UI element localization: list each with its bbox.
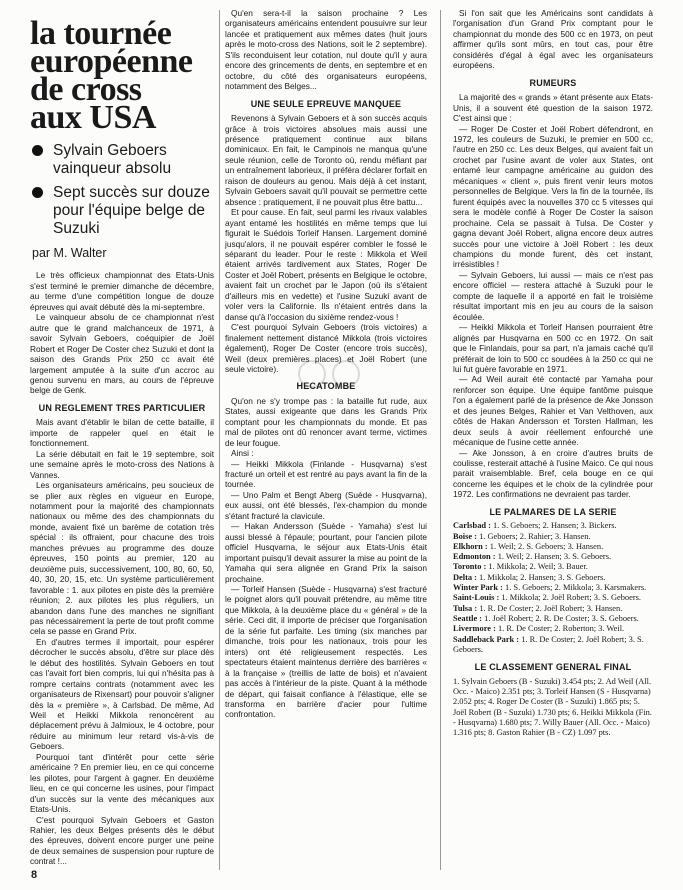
palmares-row: [453, 635, 653, 656]
paragraph: — Heikki Mikkola (Finlande - Husqvarna) s'est fracturé un orteil et est rentré au pays avant la fin de la tournée.: [225, 458, 427, 490]
palmares-list: [453, 521, 653, 655]
paragraph: — Uno Palm et Bengt Aberg (Suède - Husqvarna), eux aussi, ont été blessés, l'ex-champion du monde s'étant fracturé la clavicule.: [225, 489, 427, 521]
paragraph: En d'autres termes il importait, pour espérer décrocher le succès absolu, d'être sur place dès le début des hostilités. Sylvain Geboers en tout cas l'avait fort bien compris, lui qui n'hésita pas à rompre certains contrats (notamment avec les organisateurs de Rixensart) pour pouvoir s'aligner dès la « première », à Carlsbad. De même, Ad Weil et Heikki Mikkola renoncèrent au déplacement prévu à Jalmioux, le 4 octobre, pour réduire au minimum leur retard vis-à-vis de Geboers.: [30, 636, 214, 752]
subtitle: [30, 184, 214, 238]
section-heading: LE CLASSEMENT GENERAL FINAL: [474, 662, 632, 673]
paragraph: La majorité des « grands » étant présente aux Etats-Unis, il a souvent été question de la saison 1972. C'est ainsi que :: [453, 92, 653, 124]
palmares-city: Carlsbad :: [453, 521, 491, 531]
palmares-result: 1. R. De Coster; 2. Roberton; 3. Weil.: [495, 624, 625, 634]
paragraph: — Heikki Mikkola et Torleif Hansen pourraient être alignés par Husqvarna en 500 cc en 1972. On sait que le Finlandais, pour sa part, n'a jamais caché qu'il préférait de loin to 500 cc soudées à la 250 cc qui ne lui fut guère favorable en 1971.: [453, 322, 653, 374]
palmares-city: Delta :: [453, 572, 477, 582]
paragraph: C'est pourquoi Sylvain Geboers (trois victoires) a finalement nettement distancé Mikkola (trois victoires également), Roger De Coster (encore trois succès), Weil (deux premières places) et Joël Robert (une seule victoire).: [225, 322, 427, 374]
palmares-city: Boise :: [453, 531, 477, 541]
palmares-row: [453, 521, 653, 531]
palmares-result: 1. Mikkola; 2. Joël Robert; 3. S. Geboers.: [499, 593, 641, 603]
paragraph: Si l'on sait que les Américains sont candidats à l'organisation d'un Grand Prix comptant pour le championnat du monde des 500 cc en 1973, on peut affirmer qu'ils sont mûrs, en tout cas, pour être considérés d'égal à égal avec les organisateurs européens.: [453, 8, 653, 71]
palmares-city: Livermore :: [453, 624, 496, 634]
bullet-icon: [32, 187, 43, 198]
palmares-city: Edmonton :: [453, 552, 496, 562]
byline: par M. Walter: [32, 246, 107, 260]
subtitle-text: Sylvain Geboers vainqueur absolu: [53, 142, 172, 177]
paragraph: La série débutait en fait le 19 septembre, soit une semaine après le moto-cross des Nations à Vannes.: [30, 448, 214, 480]
palmares-city: Saddleback Park :: [453, 634, 520, 644]
classement-text: 1. Sylvain Geboers (B - Suzuki) 3.454 pts; 2. Ad Weil (All. Occ. - Maico) 2.351 pts; 3. Torleif Hansen (S - Husqvarna) 2.052 pts; 4. Roger De Coster (B - Suzuki) 1.865 pts; 5. Joël Robert (B - Suzuki) 1.730 pts; 6. Heikki Mikkola (Fin. - Husqvarna) 1.680 pts; 7. Willy Bauer (All. Occ. - Maico) 1.316 pts; 8. Gaston Rahier (B - CZ) 1.097 pts.: [453, 676, 652, 738]
paragraph: — Torleif Hansen (Suède - Husqvarna) s'est fracturé le poignet alors qu'il pouvait prétendre, au même titre que Mikkola, à la deuxième place du « général » de la série. Ceci dit, il importe de préciser que l'organisation de la série fut parfaite. Les timing (six manches par dimanche, trois pour les nationaux, trois pour les inters) ont été religieusement respectés. Les spectateurs étaient maintenus derrière des barrières « à la française » (treillis de latte de bois) et n'avaient pas accès à l'intérieur de la piste. Quant à la méthode de départ, qui faisait confiance à l'élastique, elle se transforma en barrière d'acier pour l'ultime confrontation.: [225, 584, 427, 720]
palmares-result: 1. Joël Robert; 2. R. De Coster; 3. S. Geboers.: [482, 613, 639, 623]
paragraph: Qu'en sera-t-il la saison prochaine ? Les organisateurs américains entendent pousuivre sur leur lancée et pratiquement aux mêmes dates (huit jours après le moto-cross des Nations, soit le 2 septembre). S'ils reconduisent leur cotation, nul doute qu'il y aura encore des grincements de dents, en septembre et en octobre, du côté des organisateurs européens, notamment des Belges...: [225, 8, 427, 92]
palmares-city: Toronto :: [453, 562, 487, 572]
paragraph: Revenons à Sylvain Geboers et à son succès acquis grâce à trois victoires absolues mais aussi une présence pratiquement continue aux bilans dominicaux. En fait, le Campinois ne manqua qu'une seule réunion, celle de Toronto où, rendu méfiant par un entraînement laborieux, il préféra déclarer forfait en raison de douleurs au genou. Mais déjà à cet instant, Sylvain Geboers savait qu'il pouvait se permettre cette absence : pratiquement, il ne pouvait plus être battu...: [225, 113, 427, 207]
title-line: européenne: [30, 43, 193, 80]
section-heading: UNE SEULE EPREUVE MANQUEE: [250, 98, 402, 109]
section-heading: UN REGLEMENT TRES PARTICULIER: [38, 402, 206, 413]
paragraph: C'est pourquoi Sylvain Geboers et Gaston Rahier, les deux Belges présents dès le début des épreuves, doivent encore purger une peine de deux semaines de suspension pour rupture de contrat !...: [30, 814, 214, 867]
paragraph: Qu'on ne s'y trompe pas : la bataille fut rude, aux States, aussi exigeante que dans les Grands Prix comptant pour les championnats du monde. Et pas mal de pilotes ont dû renoncer avant terme, victimes de leur fougue.: [225, 395, 427, 448]
palmares-row: [453, 614, 653, 624]
section-heading: LE PALMARES DE LA SERIE: [489, 506, 617, 517]
paragraph: — Roger De Coster et Joël Robert défendront, en 1972, les couleurs de Suzuki, le premier en 500 cc, l'autre en 250 cc. Les deux Belges, qui avaient fait un crochet par l'usine avant de voler aux States, ont entamé leur campagne américaine au guidon des mécaniques « client », puis firent venir leurs motos personnelles de Belgique. Vers la fin de la tournée, ils furent équipés avec la nouvelles 370 cc 5 vitesses qui sera le modèle confié à Roger De Coster la saison prochaine. Cela se passait à Tulsa. De Coster y gagna devant Joël Robert, aligna encore deux autres succès pour une victoire à Joël Robert : les deux champions du monde furent, dès cet instant, irrésistibles !: [453, 123, 653, 270]
palmares-row: [453, 562, 653, 572]
paragraph: Pourquoi tant d'intérêt pour cette série américaine ? En premier lieu, en ce qui concerne les pilotes, pour l'argent à gagner. En deuxième lieu, en ce qui concerne les usines, pour l'impact d'un succès sur la vente des mécaniques aux Etats-Unis.: [30, 751, 214, 815]
palmares-city: Seattle :: [453, 613, 483, 623]
subtitle: [30, 142, 214, 178]
palmares-row: [453, 604, 653, 614]
column-1: [30, 8, 214, 867]
article-title: [30, 15, 214, 136]
paragraph: — Hakan Andersson (Suède - Yamaha) s'est lui aussi blessé à l'épaule; pourtant, pour l'ancien pilote officiel Husqvarna, le séjour aux Etats-Unis était important puisqu'il devait assurer la mise au point de la Yamaha qui sera alignée en Grand Prix la saison prochaine.: [225, 521, 427, 584]
palmares-result: 1. S. Geboers; 2. Hansen; 3. Bickers.: [490, 521, 617, 531]
palmares-result: 1. R. De Coster; 2. Joël Robert; 3. Hansen.: [477, 603, 623, 613]
page-number: 8: [31, 869, 38, 881]
paragraph: — Ad Weil aurait été contacté par Yamaha pour renforcer son équipe. Une équipe fantôme puisque l'on a également parlé de la présence de Ake Jonsson et des jeunes Belges, Rahier et Van Velthoven, aux côtés de Hakan Andersson et Torsten Hallman, les deux seuls à avoir réellement enfourché une mécanique de l'usine cette année.: [453, 374, 653, 448]
palmares-row: [453, 573, 653, 583]
section-heading: HECATOMBE: [296, 381, 356, 392]
palmares-result: 1. Weil; 2. Hansen; 3. S. Geboers.: [495, 552, 612, 562]
paragraph: Les organisateurs américains, peu soucieux de se plier aux règles en vigueur en Europe, notamment pour la majorité des championnats nationaux ou même des des championnats du monde, avaient fixé un barème de cotation très spécial : ils offraient, pour chacune des trois manches prévues au programme des douze épreuves, 150 points au premier, 120 au deuxième puis, successivement, 100, 80, 60, 50, 40, 30, 20, 15, etc. Un système particulièrement favorable : 1. aux pilotes en piste dès la première réunion; 2. aux pilotes les plus réguliers, un abandon dans l'une des manches ne signifiant pas nécessairement la perte de tout profit comme cela se passe en Grand Prix.: [30, 480, 214, 637]
palmares-result: 1. Mikkola; 2. Hansen; 3. S. Geboers.: [476, 572, 606, 582]
title-line: aux USA: [30, 99, 156, 136]
palmares-city: Winter Park :: [453, 583, 503, 593]
palmares-row: [453, 583, 653, 593]
section-heading: RUMEURS: [529, 77, 577, 88]
palmares-city: Tulsa :: [453, 603, 478, 613]
paragraph: Ainsi :: [231, 448, 254, 459]
subtitle-text: Sept succès sur douze pour l'équipe belge de Suzuki: [53, 184, 210, 237]
palmares-row: [453, 542, 653, 552]
paragraph: — Ake Jonsson, à en croire d'autres bruits de coulisse, resterait attaché à l'usine Maico. Ce qui nous parait vraisemblable. Bref, cela bouge en ce qui concerne les équipes et le choix de la cylindrée pour 1972. Les confirmations ne devraient pas tarder.: [453, 447, 653, 500]
watermark-stamp: [298, 360, 388, 388]
palmares-result: 1. R. De Coster; 2. Joël Robert; 3. S. Geboers.: [453, 634, 644, 654]
column-divider: [440, 10, 441, 870]
title-line: la tournée: [30, 15, 172, 52]
palmares-row: [453, 593, 653, 603]
classement-final: [453, 677, 653, 739]
paragraph: Et pour cause. En fait, seul parmi les rivaux valables ayant entamé les hostilités en même temps que lui figurait le Suédois Torleif Hansen. Largement dominé jusqu'alors, il ne pouvait espérer combler le fossé le séparant du leader. Pour le reste : Mikkola et Weil étaient arrivés tardivement aux States, Roger De Coster et Joël Robert, présents en Belgique le octobre, avaient fait un crochet par le Japon (où ils s'étaient d'ailleurs mis en vedette) et l'usine Suzuki avant de voler vers la Californie. Ils n'étaient entrés dans la danse qu'à l'occasion du sixième rendez-vous !: [225, 207, 428, 322]
palmares-row: [453, 532, 653, 542]
palmares-result: 1. S. Geboers; 2. Mikkola; 3. Karsmakers.: [502, 583, 647, 593]
paragraph: — Sylvain Geboers, lui aussi — mais ce n'est pas encore officiel — restera attaché à Suzuki pour le compte de laquelle il a apporté en fait le troisième résultat important mis en jeu au cours de la saison écoulée.: [453, 269, 653, 322]
palmares-city: Saint-Louis :: [453, 593, 500, 603]
column-3: [453, 8, 653, 738]
palmares-result: 1. Geboers; 2. Rahier; 3. Hansen.: [476, 531, 591, 541]
palmares-city: Elkhorn :: [453, 541, 488, 551]
title-line: de cross: [30, 71, 142, 108]
paragraph: Le vainqueur absolu de ce championnat n'est autre que le grand malchanceux de 1971, à savoir Sylvain Geboers, coéquipier de Joël Robert et Roger De Coster chez Suzuki et dont la saison des Grands Prix 250 cc avait été largement amputée à la suite d'un accroc au genou survenu en mars, au cours de l'épreuve belge de Genk.: [30, 312, 214, 396]
palmares-result: 1. Mikkola; 2. Weil; 3. Bauer.: [486, 562, 588, 572]
paragraph: Le très officieux championnat des Etats-Unis s'est terminé le premier dimanche de décembre, au terme d'une compétition longue de douze épreuves qui avait débuté dès la mi-septembre.: [30, 270, 214, 312]
palmares-row: [453, 552, 653, 562]
column-divider: [219, 10, 220, 870]
paragraph: Mais avant d'établir le bilan de cette bataille, il importe de rappeler quel en était le fonctionnement.: [30, 417, 214, 449]
palmares-result: 1. Weil; 2. S. Geboers; 3. Hansen.: [487, 541, 604, 551]
palmares-row: [453, 624, 653, 634]
bullet-icon: [32, 145, 43, 156]
